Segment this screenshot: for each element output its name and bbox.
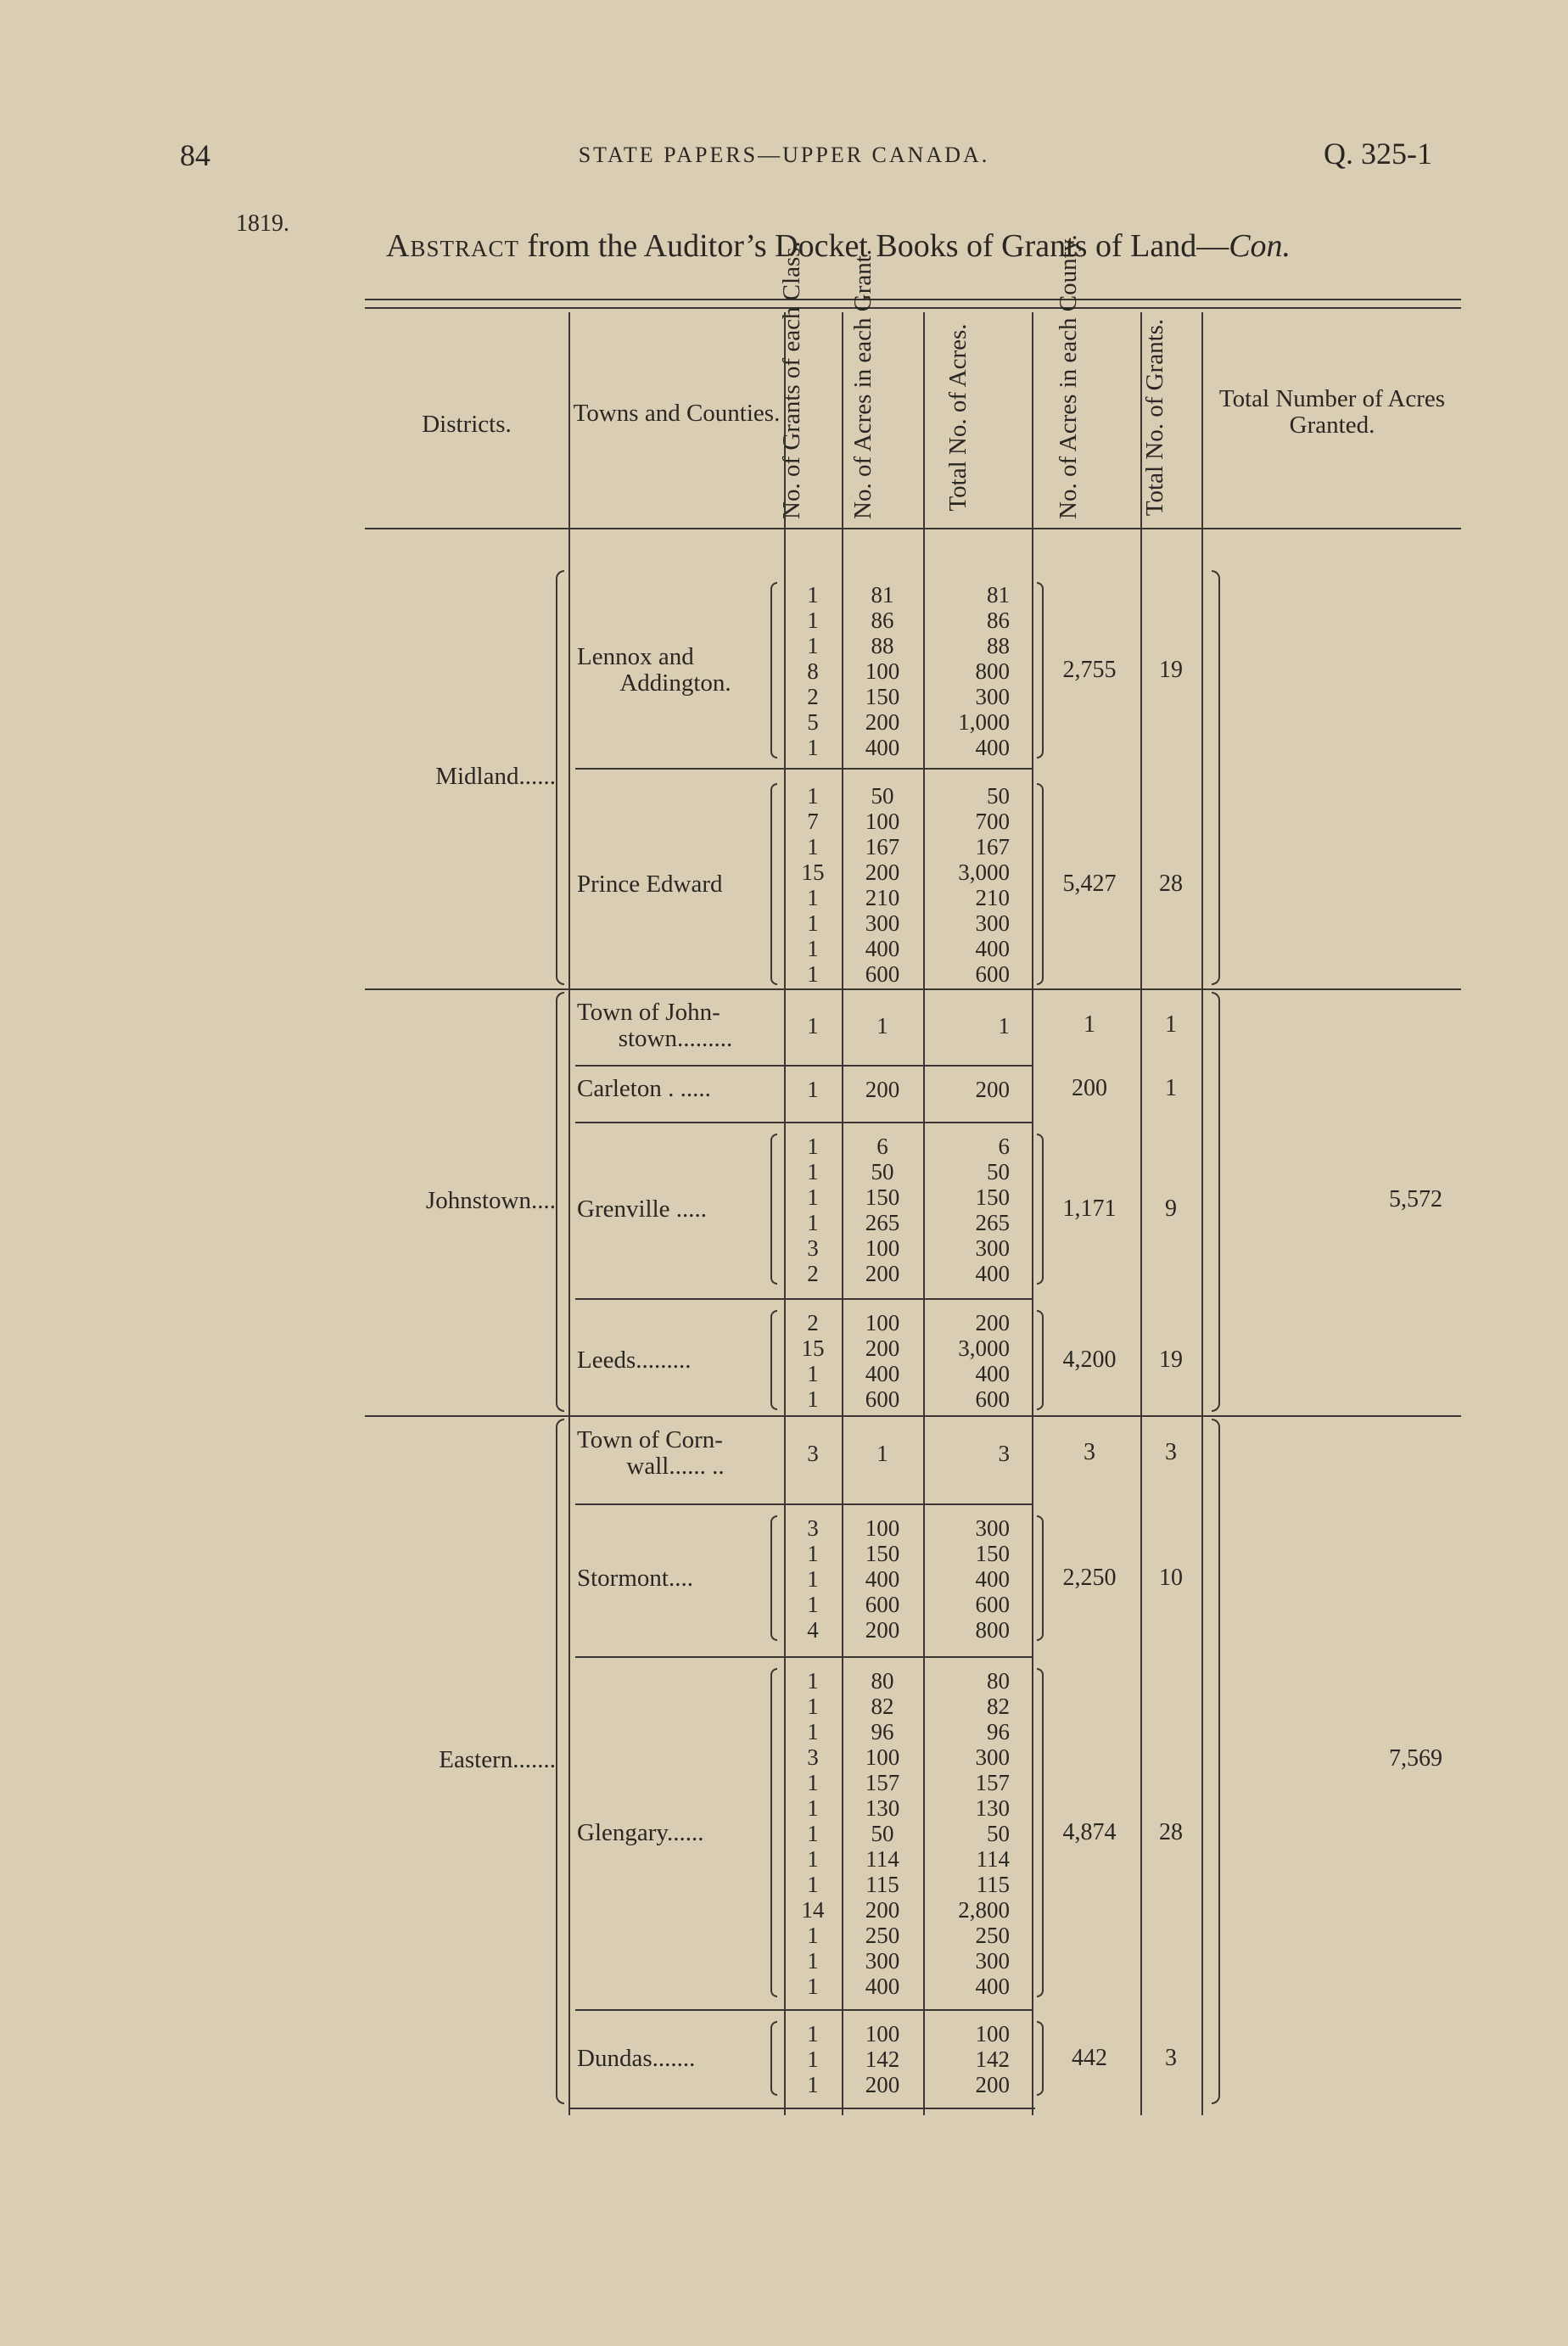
cell-total-acres: 100 [975, 2021, 1010, 2046]
cell-total-acres: 86 [987, 607, 1010, 633]
cell-grants: 3 [807, 1744, 819, 1770]
cell-grants: 1 [807, 834, 819, 859]
cell-total-acres: 300 [975, 1235, 1010, 1261]
cell-acres: 300 [865, 1948, 900, 1974]
cell-grants: 1 [807, 1210, 819, 1235]
cell-acres: 50 [871, 1159, 894, 1184]
cell-acres: 100 [865, 1235, 900, 1261]
cell-grants: 1 [807, 1821, 819, 1846]
cell-county-grants: 3 [1165, 1439, 1177, 1465]
col-rule-towns [568, 312, 570, 2115]
header-total-grants: Total No. of Grants. [1141, 318, 1168, 517]
cell-acres: 114 [865, 1846, 899, 1872]
cell-county-grants: 1 [1165, 1011, 1177, 1038]
cell-grants: 7 [807, 809, 819, 834]
cell-acres: 157 [865, 1770, 900, 1795]
cell-acres: 86 [871, 607, 894, 633]
town-rule [575, 1122, 1033, 1123]
cell-total-acres: 400 [975, 1261, 1010, 1286]
cell-county-acres: 1,171 [1062, 1195, 1117, 1222]
cell-acres: 100 [865, 1310, 900, 1335]
cell-grants: 1 [807, 1974, 819, 1999]
cell-grants: 8 [807, 658, 819, 684]
cell-grants: 4 [807, 1617, 819, 1643]
cell-county-acres: 4,874 [1062, 1819, 1117, 1845]
cell-acres: 115 [865, 1872, 899, 1897]
cell-county-grants: 3 [1165, 2045, 1177, 2071]
cell-total-acres: 300 [975, 1515, 1010, 1541]
cell-grants: 1 [807, 607, 819, 633]
cell-grants: 1 [807, 1846, 819, 1872]
cell-acres: 100 [865, 1744, 900, 1770]
district-right-brace [1212, 570, 1220, 985]
bottom-rule [568, 2108, 1035, 2109]
title-smallcaps: Abstract [386, 228, 519, 264]
district-name: Eastern....... [439, 1746, 556, 1773]
cell-grants: 1 [807, 1077, 819, 1102]
cell-total-acres: 82 [987, 1694, 1010, 1719]
town-rule [575, 768, 1033, 770]
town-name-line1: Town of John- [577, 999, 720, 1026]
cell-total-acres: 200 [975, 1077, 1010, 1102]
cell-total-acres: 88 [987, 633, 1010, 658]
cell-grants: 1 [807, 1541, 819, 1566]
town-rule [575, 1503, 1033, 1505]
cell-acres: 50 [871, 783, 894, 809]
cell-total-acres: 400 [975, 735, 1010, 760]
town-name-line1: Dundas....... [577, 2045, 696, 2072]
cell-acres: 96 [871, 1719, 894, 1744]
cell-acres: 150 [865, 1541, 900, 1566]
town-rule [575, 1298, 1033, 1300]
town-name-line1: Grenville ..... [577, 1195, 708, 1223]
cell-acres: 88 [871, 633, 894, 658]
cell-county-acres: 200 [1072, 1075, 1107, 1101]
district-right-brace [1212, 1419, 1220, 2104]
cell-acres: 81 [871, 582, 894, 607]
town-name-line2: wall...... .. [626, 1453, 725, 1480]
cell-grants: 1 [807, 910, 819, 936]
cell-total-acres: 130 [975, 1795, 1010, 1821]
cell-county-grants: 10 [1159, 1565, 1183, 1591]
cell-total-acres: 1 [998, 1013, 1010, 1039]
district-name: Johnstown.... [425, 1186, 556, 1214]
cell-acres: 400 [865, 1974, 900, 1999]
cell-total-acres: 300 [975, 1744, 1010, 1770]
cell-acres: 100 [865, 809, 900, 834]
cell-total-acres: 96 [987, 1719, 1010, 1744]
cell-acres: 130 [865, 1795, 900, 1821]
header-acres-county: No. of Acres in each County. [1055, 234, 1082, 519]
cell-total-acres: 150 [975, 1541, 1010, 1566]
cell-acres: 150 [865, 1184, 900, 1210]
cell-grants: 1 [807, 1566, 819, 1592]
town-name-line1: Prince Edward [577, 871, 723, 898]
cell-acres: 600 [865, 961, 900, 987]
cell-grants: 3 [807, 1441, 819, 1466]
cell-county-grants: 19 [1159, 1347, 1183, 1373]
cell-total-acres: 210 [975, 885, 1010, 910]
cell-county-acres: 1 [1084, 1011, 1095, 1038]
header-acres-each-grant: No. of Acres in each Grant. [849, 249, 876, 519]
town-brace [770, 783, 777, 985]
cell-total-acres: 400 [975, 1974, 1010, 1999]
cell-county-acres: 2,755 [1062, 657, 1117, 683]
cell-acres: 1 [876, 1013, 888, 1039]
cell-total-acres: 600 [975, 1592, 1010, 1617]
top-rule [365, 299, 1461, 300]
cell-total-acres: 700 [975, 809, 1010, 834]
town-name-line1: Glengary...... [577, 1819, 704, 1846]
cell-grants: 1 [807, 2021, 819, 2046]
cell-acres: 200 [865, 1077, 900, 1102]
cell-grants: 1 [807, 735, 819, 760]
cell-acres: 300 [865, 910, 900, 936]
cell-total-acres: 6 [998, 1134, 1010, 1159]
town-brace [770, 2021, 777, 2096]
town-brace [770, 1134, 777, 1285]
cell-acres: 1 [876, 1441, 888, 1466]
cell-grants: 1 [807, 1923, 819, 1948]
cell-acres: 200 [865, 1617, 900, 1643]
header-grants-each-class: No. of Grants of each Class. [778, 241, 805, 519]
cell-total-acres: 80 [987, 1668, 1010, 1694]
cell-grants: 5 [807, 709, 819, 735]
cell-acres: 100 [865, 2021, 900, 2046]
cell-grants: 1 [807, 1592, 819, 1617]
cell-total-acres: 265 [975, 1210, 1010, 1235]
cell-county-grants: 28 [1159, 1819, 1183, 1845]
title-italic: Con. [1229, 228, 1291, 264]
cell-grants: 1 [807, 582, 819, 607]
town-name-line1: Town of Corn- [577, 1426, 723, 1453]
cell-county-acres: 442 [1072, 2045, 1107, 2071]
year-label: 1819. [236, 210, 289, 237]
header-total-acres: Total No. of Acres. [944, 323, 972, 512]
cell-grants: 3 [807, 1235, 819, 1261]
district-right-brace [1212, 992, 1220, 1412]
district-total: 7,569 [1389, 1745, 1442, 1772]
cell-acres: 200 [865, 1335, 900, 1361]
district-brace [556, 1419, 564, 2104]
cell-total-acres: 167 [975, 834, 1010, 859]
district-brace [556, 992, 564, 1412]
town-brace [770, 582, 777, 759]
cell-total-acres: 200 [975, 1310, 1010, 1335]
cell-grants: 1 [807, 1795, 819, 1821]
cell-total-acres: 3 [998, 1441, 1010, 1466]
cell-grants: 14 [801, 1897, 825, 1923]
cell-acres: 400 [865, 735, 900, 760]
town-brace [770, 1515, 777, 1641]
cell-total-acres: 400 [975, 936, 1010, 961]
cell-grants: 1 [807, 1668, 819, 1694]
cell-total-acres: 250 [975, 1923, 1010, 1948]
cell-grants: 2 [807, 684, 819, 709]
town-name-line1: Lennox and [577, 643, 694, 670]
cell-acres: 210 [865, 885, 900, 910]
cell-total-acres: 114 [976, 1846, 1010, 1872]
cell-total-acres: 50 [987, 783, 1010, 809]
header-total-granted: Total Number of Acres Granted. [1218, 385, 1446, 439]
cell-grants: 1 [807, 936, 819, 961]
cell-total-acres: 81 [987, 582, 1010, 607]
cell-acres: 265 [865, 1210, 900, 1235]
running-head: STATE PAPERS—UPPER CANADA. [578, 143, 990, 167]
cell-acres: 150 [865, 684, 900, 709]
district-rule [365, 988, 1461, 990]
top-rule-2 [365, 307, 1461, 309]
cell-county-grants: 28 [1159, 871, 1183, 897]
cell-total-acres: 300 [975, 1948, 1010, 1974]
cell-grants: 1 [807, 1386, 819, 1412]
cell-total-acres: 800 [975, 658, 1010, 684]
cell-acres: 400 [865, 1566, 900, 1592]
cell-acres: 400 [865, 1361, 900, 1386]
cell-grants: 1 [807, 1134, 819, 1159]
cell-acres: 82 [871, 1694, 894, 1719]
cell-grants: 1 [807, 1184, 819, 1210]
cell-county-acres: 2,250 [1062, 1565, 1117, 1591]
cell-county-acres: 3 [1084, 1439, 1095, 1465]
cell-total-acres: 400 [975, 1361, 1010, 1386]
cell-total-acres: 3,000 [958, 1335, 1010, 1361]
cell-total-acres: 150 [975, 1184, 1010, 1210]
cell-grants: 1 [807, 1719, 819, 1744]
town-brace [770, 1668, 777, 1997]
cell-total-acres: 300 [975, 684, 1010, 709]
town-name-line2: stown......... [618, 1025, 733, 1052]
town-rule [575, 2009, 1033, 2011]
cell-acres: 600 [865, 1386, 900, 1412]
header-towns: Towns and Counties. [573, 400, 781, 427]
cell-acres: 142 [865, 2046, 900, 2072]
cell-total-acres: 1,000 [958, 709, 1010, 735]
archive-reference: Q. 325-1 [1324, 137, 1432, 171]
cell-total-acres: 800 [975, 1617, 1010, 1643]
cell-county-acres: 4,200 [1062, 1347, 1117, 1373]
cell-grants: 1 [807, 2072, 819, 2097]
cell-total-acres: 3,000 [958, 859, 1010, 885]
cell-grants: 1 [807, 1361, 819, 1386]
cell-acres: 100 [865, 658, 900, 684]
cell-acres: 400 [865, 936, 900, 961]
cell-acres: 50 [871, 1821, 894, 1846]
col-rule-county [1032, 312, 1033, 2115]
table-title [386, 227, 1291, 265]
cell-acres: 200 [865, 859, 900, 885]
cell-grants: 1 [807, 2046, 819, 2072]
cell-grants: 1 [807, 783, 819, 809]
town-name-line1: Leeds......... [577, 1347, 692, 1374]
cell-grants: 1 [807, 961, 819, 987]
cell-acres: 100 [865, 1515, 900, 1541]
cell-grants: 15 [801, 859, 825, 885]
cell-total-acres: 200 [975, 2072, 1010, 2097]
cell-acres: 200 [865, 1261, 900, 1286]
cell-total-acres: 2,800 [958, 1897, 1010, 1923]
cell-grants: 3 [807, 1515, 819, 1541]
cell-grants: 1 [807, 885, 819, 910]
cell-total-acres: 157 [975, 1770, 1010, 1795]
cell-grants: 1 [807, 1159, 819, 1184]
cell-grants: 15 [801, 1335, 825, 1361]
cell-total-acres: 400 [975, 1566, 1010, 1592]
town-name-line1: Stormont.... [577, 1565, 693, 1592]
cell-acres: 167 [865, 834, 900, 859]
cell-grants: 1 [807, 1694, 819, 1719]
header-rule [365, 528, 1461, 529]
cell-acres: 600 [865, 1592, 900, 1617]
cell-grants: 1 [807, 1948, 819, 1974]
town-name-line2: Addington. [619, 669, 731, 697]
cell-total-acres: 50 [987, 1159, 1010, 1184]
cell-total-acres: 300 [975, 910, 1010, 936]
cell-acres: 6 [876, 1134, 888, 1159]
cell-county-grants: 1 [1165, 1075, 1177, 1101]
cell-grants: 2 [807, 1261, 819, 1286]
cell-total-acres: 142 [975, 2046, 1010, 2072]
cell-acres: 200 [865, 2072, 900, 2097]
cell-county-grants: 9 [1165, 1195, 1177, 1222]
cell-acres: 200 [865, 1897, 900, 1923]
cell-grants: 1 [807, 1770, 819, 1795]
town-rule [575, 1065, 1033, 1067]
cell-total-acres: 50 [987, 1821, 1010, 1846]
cell-acres: 80 [871, 1668, 894, 1694]
cell-acres: 200 [865, 709, 900, 735]
cell-grants: 1 [807, 633, 819, 658]
col-rule-granted [1201, 312, 1203, 2115]
title-main: from the Auditor’s Docket Books of Grants of Land— [518, 228, 1229, 264]
cell-acres: 250 [865, 1923, 900, 1948]
cell-grants: 1 [807, 1872, 819, 1897]
district-rule [365, 1415, 1461, 1417]
cell-grants: 1 [807, 1013, 819, 1039]
cell-total-acres: 600 [975, 1386, 1010, 1412]
district-brace [556, 570, 564, 985]
cell-county-grants: 19 [1159, 657, 1183, 683]
cell-total-acres: 115 [976, 1872, 1010, 1897]
town-rule [575, 1656, 1033, 1658]
district-total: 5,572 [1389, 1185, 1442, 1212]
cell-total-acres: 600 [975, 961, 1010, 987]
district-name: Midland...... [435, 762, 556, 790]
cell-county-acres: 5,427 [1062, 871, 1117, 897]
cell-grants: 2 [807, 1310, 819, 1335]
town-name-line1: Carleton . ..... [577, 1075, 711, 1102]
town-brace [770, 1310, 777, 1410]
page-number: 84 [180, 138, 210, 172]
header-districts: Districts. [422, 411, 512, 438]
